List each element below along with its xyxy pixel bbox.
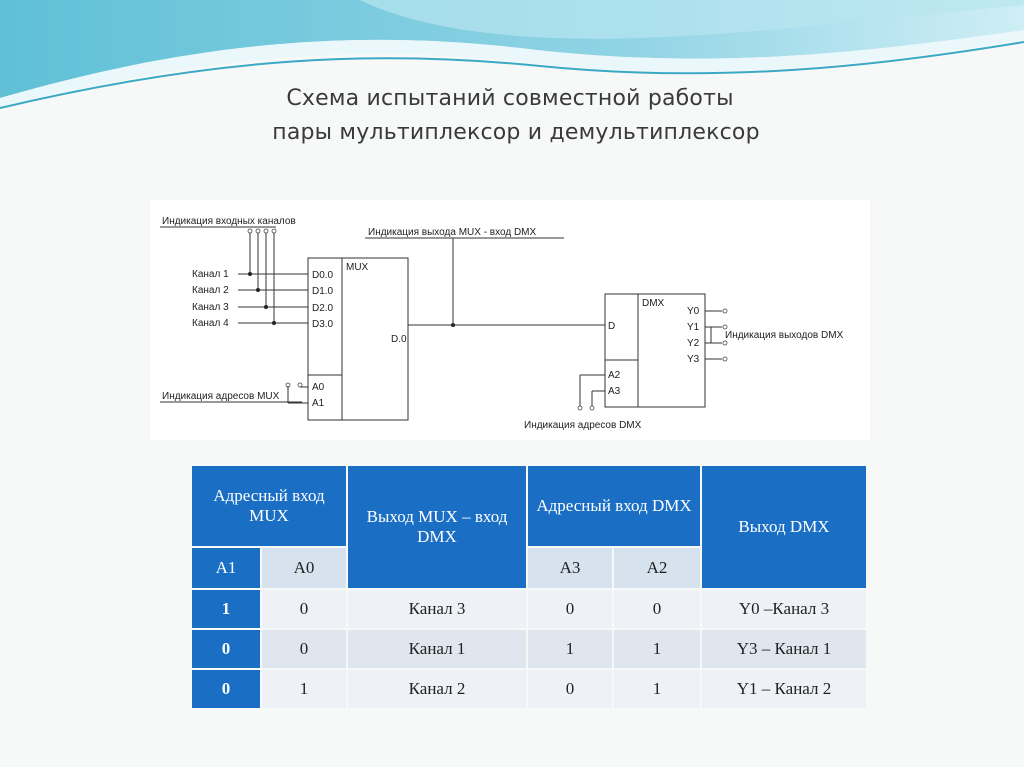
mux-label: MUX	[346, 262, 369, 273]
input-indicator-pin	[248, 229, 252, 233]
dmx-address-pin: A2	[608, 370, 621, 381]
mux-input-pin: D0.0	[312, 270, 334, 281]
dmx-output-pin: Y1	[687, 322, 700, 333]
dmx-address-pin: A3	[608, 386, 621, 397]
dmx-output-indication-label: Индикация выходов DMX	[725, 330, 844, 341]
input-indicator-pin	[264, 229, 268, 233]
dmx-output-pin: Y2	[687, 338, 700, 349]
input-indicator-pin	[256, 229, 260, 233]
mux-output-pin: D.0	[391, 334, 407, 345]
mux-address-pin: A0	[312, 382, 325, 393]
channel-label: Канал 1	[192, 269, 229, 280]
table-row: 1 0 Канал 3 0 0 Y0 –Канал 3	[192, 590, 866, 628]
channel-label: Канал 4	[192, 318, 229, 329]
table-row: 0 1 Канал 2 0 1 Y1 – Канал 2	[192, 670, 866, 708]
mux-address-pin: A1	[312, 398, 325, 409]
dmx-output-pin: Y0	[687, 306, 700, 317]
header-out-mux: Выход MUX – вход DMX	[348, 466, 526, 588]
header-addr-dmx: Адресный вход DMX	[528, 466, 700, 546]
header-out-dmx: Выход DMX	[702, 466, 866, 588]
table-row: 0 0 Канал 1 1 1 Y3 – Канал 1	[192, 630, 866, 668]
input-indication-label: Индикация входных каналов	[162, 216, 296, 227]
mux-output-indication-label: Индикация выхода MUX - вход DMX	[368, 227, 537, 238]
mux-address-indication-label: Индикация адресов MUX	[162, 391, 280, 402]
dmx-label: DMX	[642, 298, 665, 309]
subheader-a3: A3	[528, 548, 612, 588]
mux-input-pin: D2.0	[312, 303, 334, 314]
header-addr-mux: Адресный вход MUX	[192, 466, 346, 546]
slide-title-line-2: пары мультиплексор и демультиплексор	[272, 120, 760, 145]
slide-title-line-1: Схема испытаний совместной работы	[286, 86, 734, 111]
dmx-address-indication-label: Индикация адресов DMX	[524, 420, 642, 431]
mux-input-pin: D3.0	[312, 319, 334, 330]
truth-table	[190, 464, 868, 710]
subheader-a0: A0	[262, 548, 346, 588]
input-indicator-pin	[272, 229, 276, 233]
mux-dmx-schematic	[150, 200, 870, 440]
channel-label: Канал 2	[192, 285, 229, 296]
channel-label: Канал 3	[192, 302, 229, 313]
subheader-a2: A2	[614, 548, 700, 588]
subheader-a1: A1	[192, 548, 260, 588]
dmx-input-pin: D	[608, 321, 616, 332]
mux-input-pin: D1.0	[312, 286, 334, 297]
dmx-output-pin: Y3	[687, 354, 700, 365]
